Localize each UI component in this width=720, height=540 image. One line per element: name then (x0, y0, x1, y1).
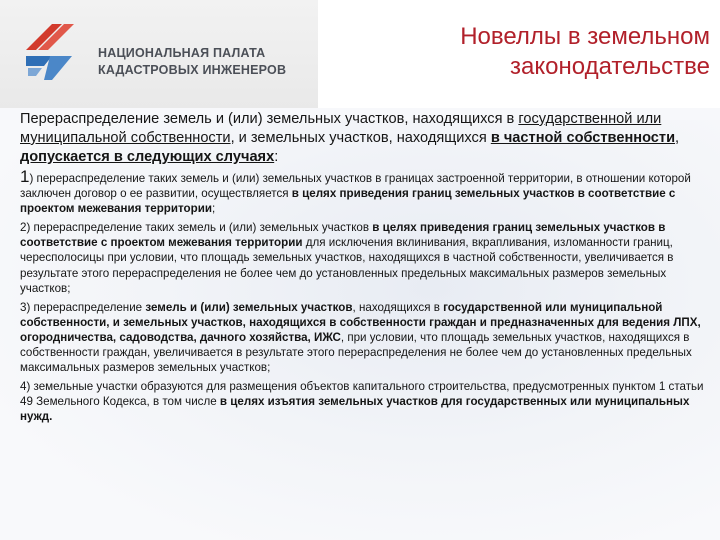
item3-bold-2: государственной или муниципальной собственности, и земельных участков, находящихся в собственности граждан и предназначенных для ведения ЛПХ, огородничества, садоводства, дачного хозяйства, ИЖС (20, 300, 701, 344)
list-item-1 (20, 169, 710, 216)
item2-text-2: для исключения вклинивания, вкрапливания, изломанности границ, чересполосицы при условии, что площадь земельных участков, находящихся в частной собственности, увеличивается в результате этого перераспределения не более чем до установленных предельных максимальных размеров земельных участков; (20, 236, 674, 295)
item3-text-3: , при условии, что площадь земельных участков, находящихся в собственности граждан, увеличивается в результате этого перераспределения не более чем до установленных предельных максимальных размеров земельных участков; (20, 330, 692, 375)
item1-text-2: ; (211, 202, 216, 216)
logo-block (0, 0, 318, 108)
intro-underline-1: государственной или муниципальной собственности (20, 111, 662, 146)
item3-text-1: 3) перераспределение (20, 300, 146, 314)
item2-bold-1: в целях приведения границ земельных участков в соответствие с проектом межевания территории (20, 221, 666, 250)
item4-bold-1: в целях изъятия земельных участков для государственных или муниципальных нужд. (20, 395, 690, 424)
list-item-2 (20, 220, 710, 295)
intro-underline-2: в частной собственности (490, 130, 676, 146)
item1-bold-1: в целях приведения границ земельных участков в соответствие с проектом межевания территории (20, 187, 676, 216)
intro-text-2: , и земельных участков, находящихся (230, 130, 491, 146)
item3-text-2: , находящихся в (352, 300, 444, 314)
title-line1: Новеллы в земельном (460, 23, 710, 50)
intro-text-1: Перераспределение земель и (или) земельных участков, находящихся в (20, 111, 519, 127)
item1-number: 1 (20, 167, 30, 186)
organization-name (98, 45, 308, 79)
page-title (350, 22, 710, 82)
item4-text-1: 4) земельные участки образуются для размещения объектов капитального строительства, предусмотренных пунктом 1 статьи 49 Земельного Кодекса, в том числе (20, 380, 704, 409)
list-item-4 (20, 379, 710, 424)
item2-text-1: 2) перераспределение таких земель и (или) земельных участков (20, 221, 373, 235)
org-name-line1: НАЦИОНАЛЬНАЯ ПАЛАТА (98, 46, 266, 60)
chamber-logo-icon (22, 20, 78, 84)
intro-paragraph (20, 110, 710, 167)
title-line2: законодательстве (510, 53, 710, 80)
header (0, 0, 720, 108)
intro-text-3: , (675, 130, 680, 146)
intro-text-4: : (274, 149, 279, 165)
slide-body (20, 110, 710, 429)
item1-text-1: ) перераспределение таких земель и (или) земельных участков в границах застроенной территории, в отношении которой заключен договор о ее развитии, осуществляется (20, 172, 691, 201)
org-name-line2: КАДАСТРОВЫХ ИНЖЕНЕРОВ (98, 63, 287, 77)
list-item-3 (20, 300, 710, 375)
item3-bold-1: земель и (или) земельных участков (145, 300, 353, 314)
intro-underline-3: допускается в следующих случаях (20, 149, 275, 165)
